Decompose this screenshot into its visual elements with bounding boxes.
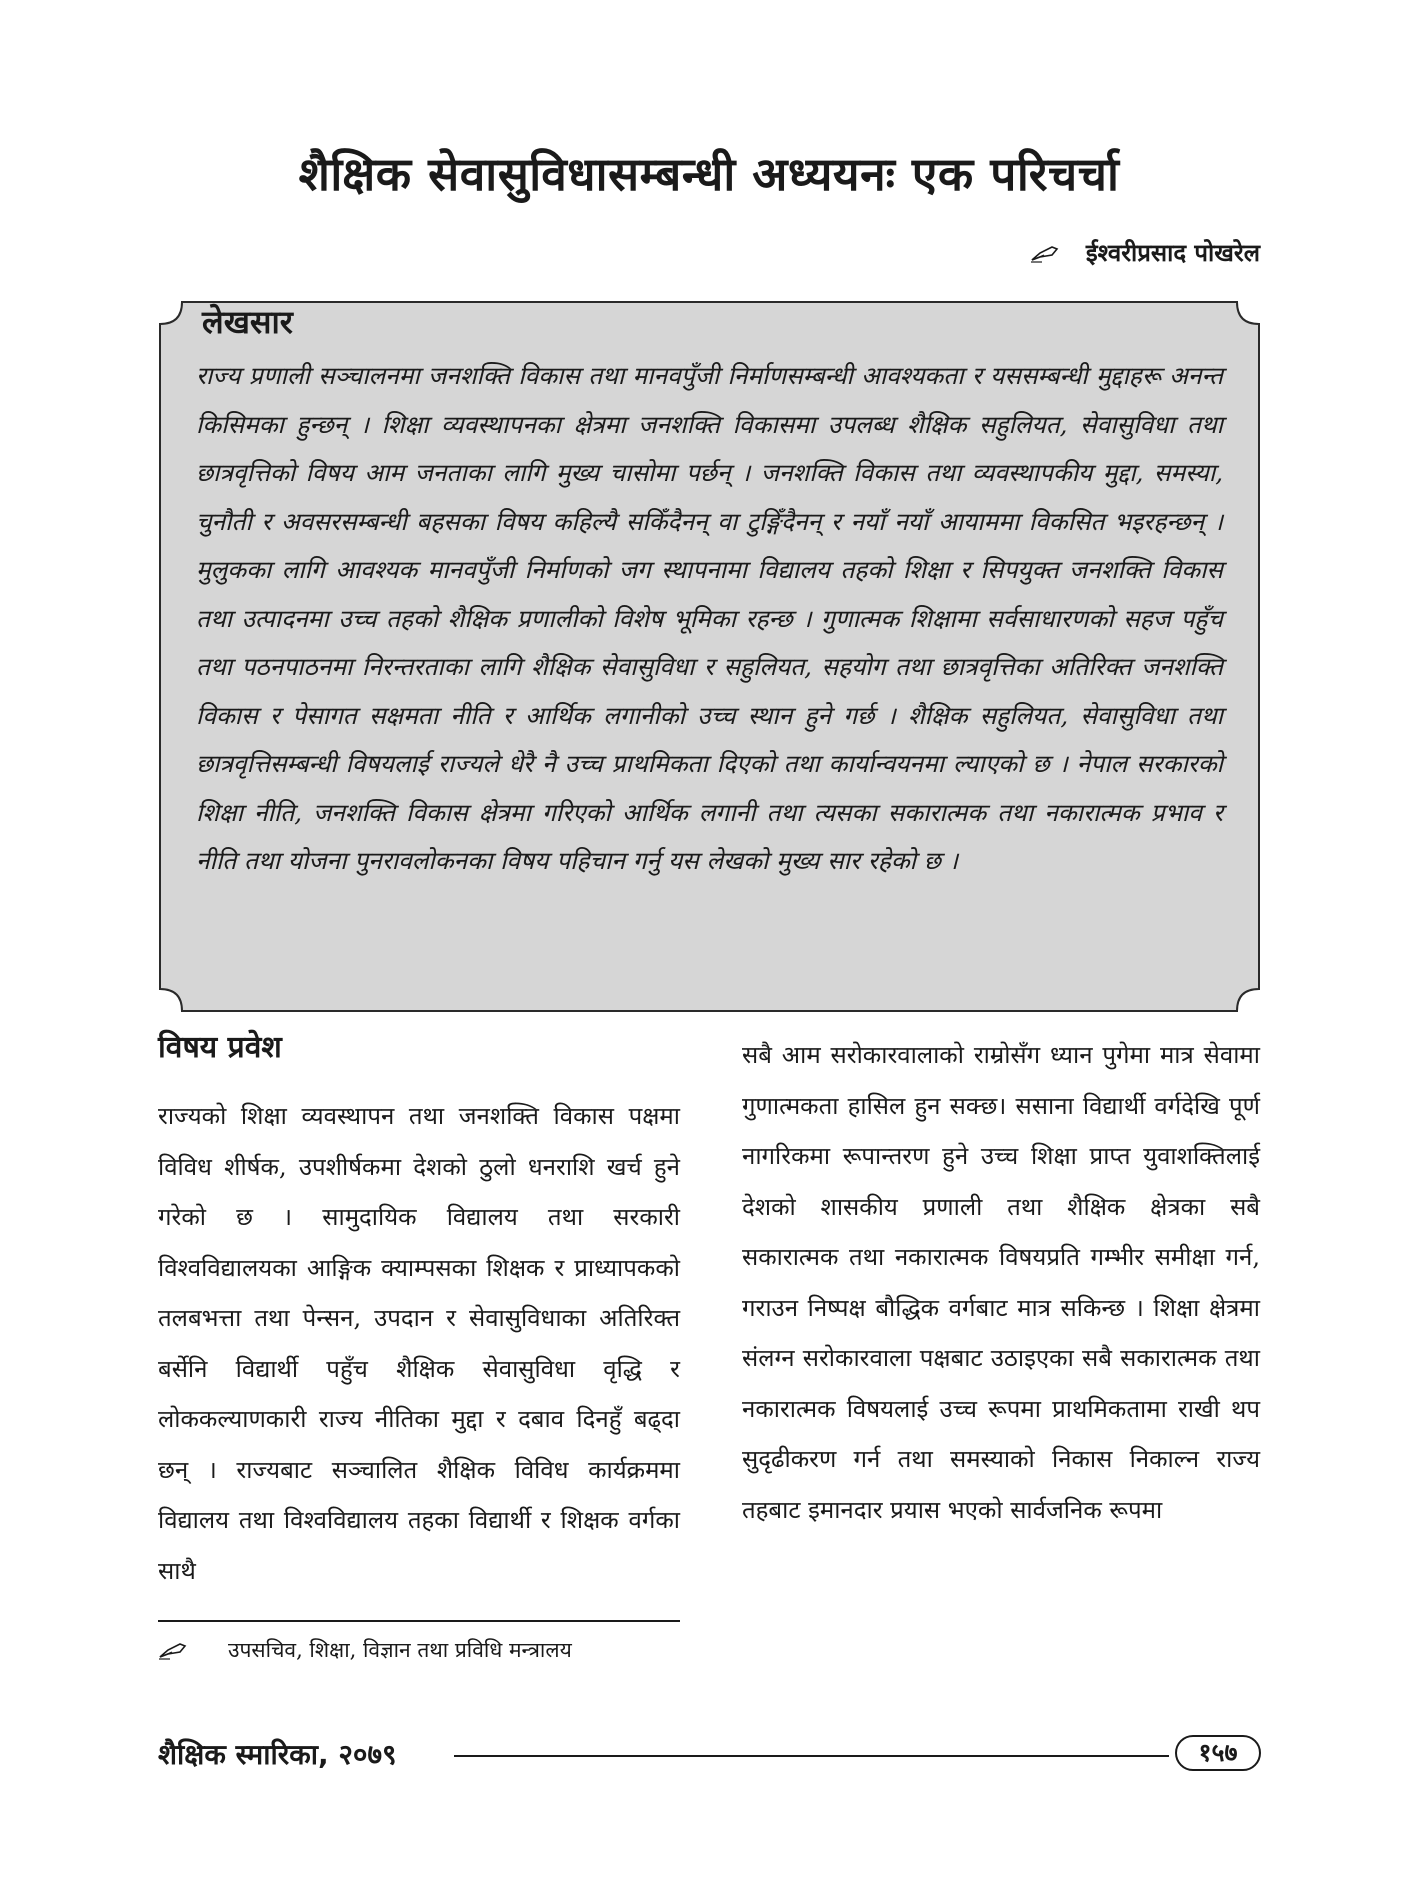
page-footer (158, 1735, 1261, 1775)
footer-divider (454, 1755, 1169, 1757)
article-title: शैक्षिक सेवासुविधासम्बन्धी अध्ययनः एक परिचर्चा (298, 147, 1120, 201)
abstract-heading: लेखसार (202, 303, 293, 341)
body-paragraph-right: सबै आम सरोकारवालाको राम्रोसँग ध्यान पुगेमा मात्र सेवामा गुणात्मकता हासिल हुन सक्छ। ससाना विद्यार्थी वर्गदेखि पूर्ण नागरिकमा रूपान्तरण हुने उच्च शिक्षा प्राप्त युवाशक्तिलाई देशको शासकीय प्रणाली तथा शैक्षिक क्षेत्रका सबै सकारात्मक तथा नकारात्मक विषयप्रति गम्भीर समीक्षा गर्न, गराउन निष्पक्ष बौद्धिक वर्गबाट मात्र सकिन्छ । शिक्षा क्षेत्रमा संलग्न सरोकारवाला पक्षबाट उठाइएका सबै सकारात्मक तथा नकारात्मक विषयलाई उच्च रूपमा प्राथमिकतामा राखी थप सुदृढीकरण गर्न तथा समस्याको निकास निकाल्न राज्य तहबाट इमानदार प्रयास भएको सार्वजनिक रूपमा (742, 1041, 1260, 1524)
page-number: १५७ (1175, 1735, 1261, 1771)
left-column (158, 1025, 680, 1596)
right-column (742, 1030, 1260, 1535)
pen-nib-icon (1030, 243, 1060, 263)
abstract-text: राज्य प्रणाली सञ्चालनमा जनशक्ति विकास तथा मानवपुँजी निर्माणसम्बन्धी आवश्यकता र यससम्बन्धी मुद्दाहरू अनन्त किसिमका हुन्छन् । शिक्षा व्यवस्थापनका क्षेत्रमा जनशक्ति विकासमा उपलब्ध शैक्षिक सहुलियत, सेवासुविधा तथा छात्रवृत्तिको विषय आम जनताका लागि मुख्य चासोमा पर्छन् । जनशक्ति विकास तथा व्यवस्थापकीय मुद्दा, समस्या, चुनौती र अवसरसम्बन्धी बहसका विषय कहिल्यै सकिँदैनन् वा टुङ्गिँदैनन् र नयाँ नयाँ आयाममा विकसित भइरहन्छन् । मुलुकका लागि आवश्यक मानवपुँजी निर्माणको जग स्थापनामा विद्यालय तहको शिक्षा र सिपयुक्त जनशक्ति विकास तथा उत्पादनमा उच्च तहको शैक्षिक प्रणालीको विशेष भूमिका रहन्छ । गुणात्मक शिक्षामा सर्वसाधारणको सहज पहुँच तथा पठनपाठनमा निरन्तरताका लागि शैक्षिक सेवासुविधा र सहुलियत, सहयोग तथा छात्रवृत्तिका अतिरिक्त जनशक्ति विकास र पेसागत सक्षमता नीति र आर्थिक लगानीको उच्च स्थान हुने गर्छ । शैक्षिक सहुलियत, सेवासुविधा तथा छात्रवृत्तिसम्बन्धी विषयलाई राज्यले धेरै नै उच्च प्राथमिकता दिएको तथा कार्यान्वयनमा ल्याएको छ । नेपाल सरकारको शिक्षा नीति, जनशक्ति विकास क्षेत्रमा गरिएको आर्थिक लगानी तथा त्यसका सकारात्मक तथा नकारात्मक प्रभाव र नीति तथा योजना पुनरावलोकनका विषय पहिचान गर्नु यस लेखको मुख्य सार रहेको छ । (196, 361, 1223, 875)
footnote-text: उपसचिव, शिक्षा, विज्ञान तथा प्रविधि मन्त्रालय (228, 1638, 572, 1662)
pen-nib-icon (158, 1640, 188, 1660)
section-heading: विषय प्रवेश (158, 1030, 282, 1065)
body-paragraph-left: राज्यको शिक्षा व्यवस्थापन तथा जनशक्ति विकास पक्षमा विविध शीर्षक, उपशीर्षकमा देशको ठुलो धनराशि खर्च हुने गरेको छ । सामुदायिक विद्यालय तथा सरकारी विश्वविद्यालयका आङ्गिक क्याम्पसका शिक्षक र प्राध्यापकको तलबभत्ता तथा पेन्सन, उपदान र सेवासुविधाका अतिरिक्त बर्सेनि विद्यार्थी पहुँच शैक्षिक सेवासुविधा वृद्धि र लोककल्याणकारी राज्य नीतिका मुद्दा र दबाव दिनहुँ बढ्दा छन् । राज्यबाट सञ्चालित शैक्षिक विविध कार्यक्रममा विद्यालय तथा विश्वविद्यालय तहका विद्यार्थी र शिक्षक वर्गका साथै (158, 1102, 680, 1585)
author-name: ईश्वरीप्रसाद पोखरेल (1085, 239, 1260, 267)
abstract-box (158, 300, 1261, 1013)
footnote (158, 1636, 680, 1664)
journal-name: शैक्षिक स्मारिका, २०७९ (158, 1738, 397, 1771)
footnote-divider (158, 1620, 680, 1622)
author-line (1030, 236, 1260, 269)
